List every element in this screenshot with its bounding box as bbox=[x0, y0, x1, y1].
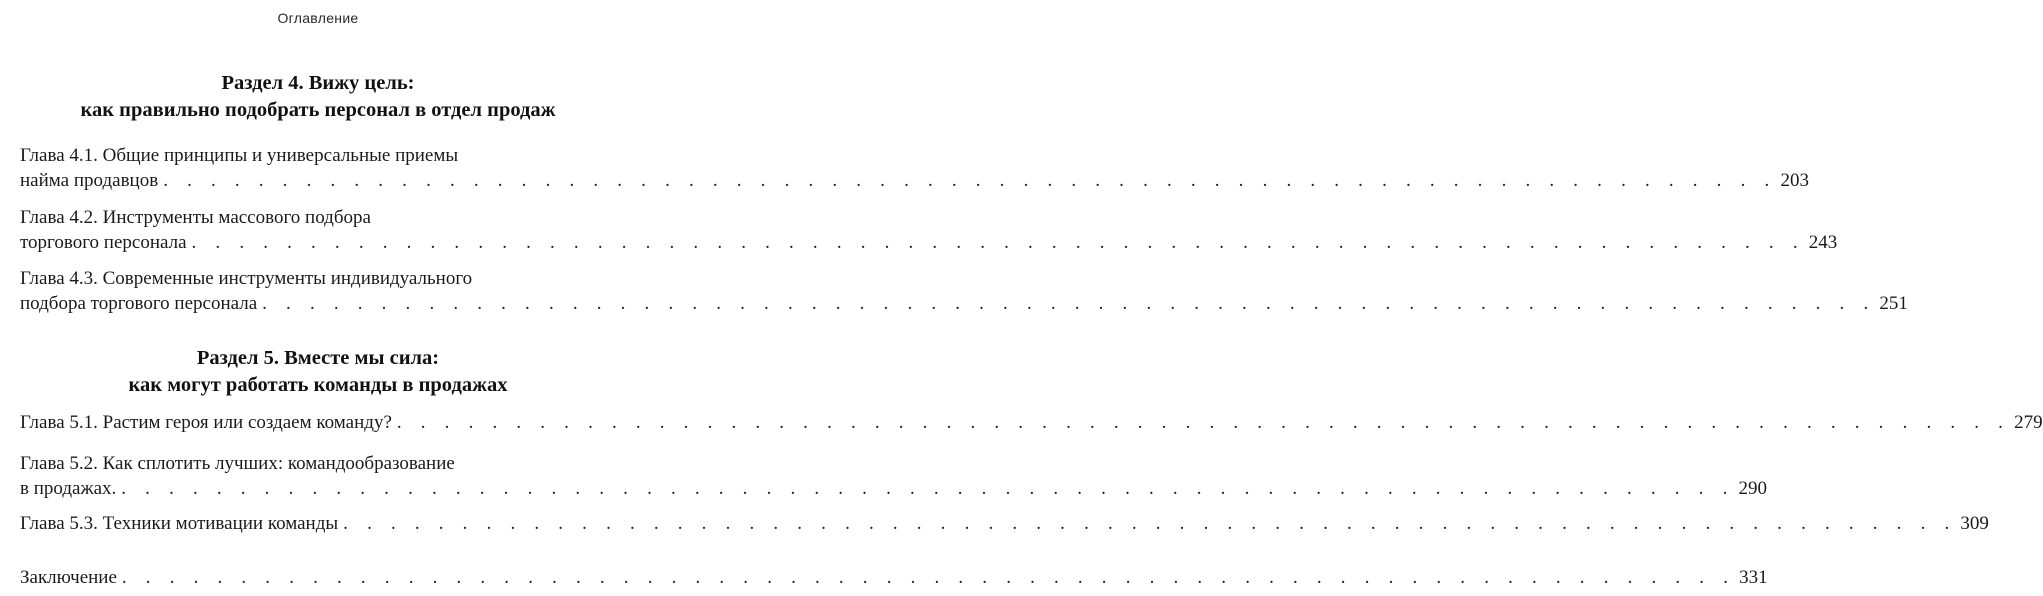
toc-entry-conclusion[interactable] bbox=[20, 565, 1768, 590]
toc-entry-line: Глава 4.1. Общие принципы и универсальные приемы bbox=[20, 145, 459, 166]
toc-entry-4-2[interactable] bbox=[20, 205, 1838, 255]
dot-leader: . . . . . . . . . . . . . . . . . . . . . . . . . . . . . . . . . . . . . . . . . . . . . . . . . . . . . . . . . . . . . . . . . . . . bbox=[121, 567, 1736, 588]
toc-entry-line: Глава 5.2. Как сплотить лучших: командообразование bbox=[20, 453, 455, 474]
toc-entry-line: найма продавцов bbox=[20, 170, 159, 191]
section-5-title-line-1: Раздел 5. Вместе мы сила: bbox=[196, 347, 440, 369]
page-number: 243 bbox=[1808, 232, 1838, 253]
dot-leader: . . . . . . . . . . . . . . . . . . . . . . . . . . . . . . . . . . . . . . . . . . . . . . . . . . . . . . . . . . . . . . . . . . . . bbox=[121, 478, 1735, 499]
section-4-title-line-1: Раздел 4. Вижу цель: bbox=[221, 72, 415, 94]
section-5-title bbox=[0, 345, 636, 399]
dot-leader: . . . . . . . . . . . . . . . . . . . . . . . . . . . . . . . . . . . . . . . . . . . . . . . . . . . . . . . . . . . . . . . . . . . . bbox=[396, 412, 2011, 433]
toc-entry-line: Глава 4.2. Инструменты массового подбора bbox=[20, 207, 371, 228]
toc-entry-line: Заключение bbox=[20, 567, 117, 588]
page-number: 203 bbox=[1780, 170, 1809, 191]
toc-entry-line: Глава 5.1. Растим героя или создаем команду? bbox=[20, 412, 392, 433]
page-number: 251 bbox=[1879, 293, 1908, 314]
page-number: 309 bbox=[1960, 513, 1989, 534]
toc-entry-5-3[interactable] bbox=[20, 511, 1989, 536]
toc-entry-line: подбора торгового персонала bbox=[20, 293, 258, 314]
toc-entry-4-1[interactable] bbox=[20, 143, 1809, 193]
toc-entry-line: в продажах. bbox=[20, 478, 117, 499]
section-4-title-line-2: как правильно подобрать персонал в отдел продаж bbox=[80, 99, 556, 121]
section-5-title-line-2: как могут работать команды в продажах bbox=[128, 374, 508, 396]
toc-entry-line: торгового персонала bbox=[20, 232, 187, 253]
page-number: 279 bbox=[2014, 412, 2043, 433]
toc-entry-line: Глава 4.3. Современные инструменты индивидуального bbox=[20, 268, 473, 289]
dot-leader: . . . . . . . . . . . . . . . . . . . . . . . . . . . . . . . . . . . . . . . . . . . . . . . . . . . . . . . . . . . . . . . . . . . . bbox=[343, 513, 1957, 534]
toc-entry-5-2[interactable] bbox=[20, 451, 1768, 501]
dot-leader: . . . . . . . . . . . . . . . . . . . . . . . . . . . . . . . . . . . . . . . . . . . . . . . . . . . . . . . . . . . . . . . . . . . . bbox=[191, 232, 1805, 253]
toc-entry-5-1[interactable] bbox=[20, 410, 2043, 435]
toc-entry-4-3[interactable] bbox=[20, 266, 1908, 316]
page-number: 290 bbox=[1738, 478, 1768, 499]
toc-entry-line: Глава 5.3. Техники мотивации команды bbox=[20, 513, 339, 534]
section-4-title bbox=[0, 70, 636, 124]
page-number: 331 bbox=[1739, 567, 1768, 588]
running-head: Оглавление bbox=[277, 10, 359, 26]
dot-leader: . . . . . . . . . . . . . . . . . . . . . . . . . . . . . . . . . . . . . . . . . . . . . . . . . . . . . . . . . . . . . . . . . . . . bbox=[163, 170, 1777, 191]
dot-leader: . . . . . . . . . . . . . . . . . . . . . . . . . . . . . . . . . . . . . . . . . . . . . . . . . . . . . . . . . . . . . . . . . . . . bbox=[262, 293, 1876, 314]
